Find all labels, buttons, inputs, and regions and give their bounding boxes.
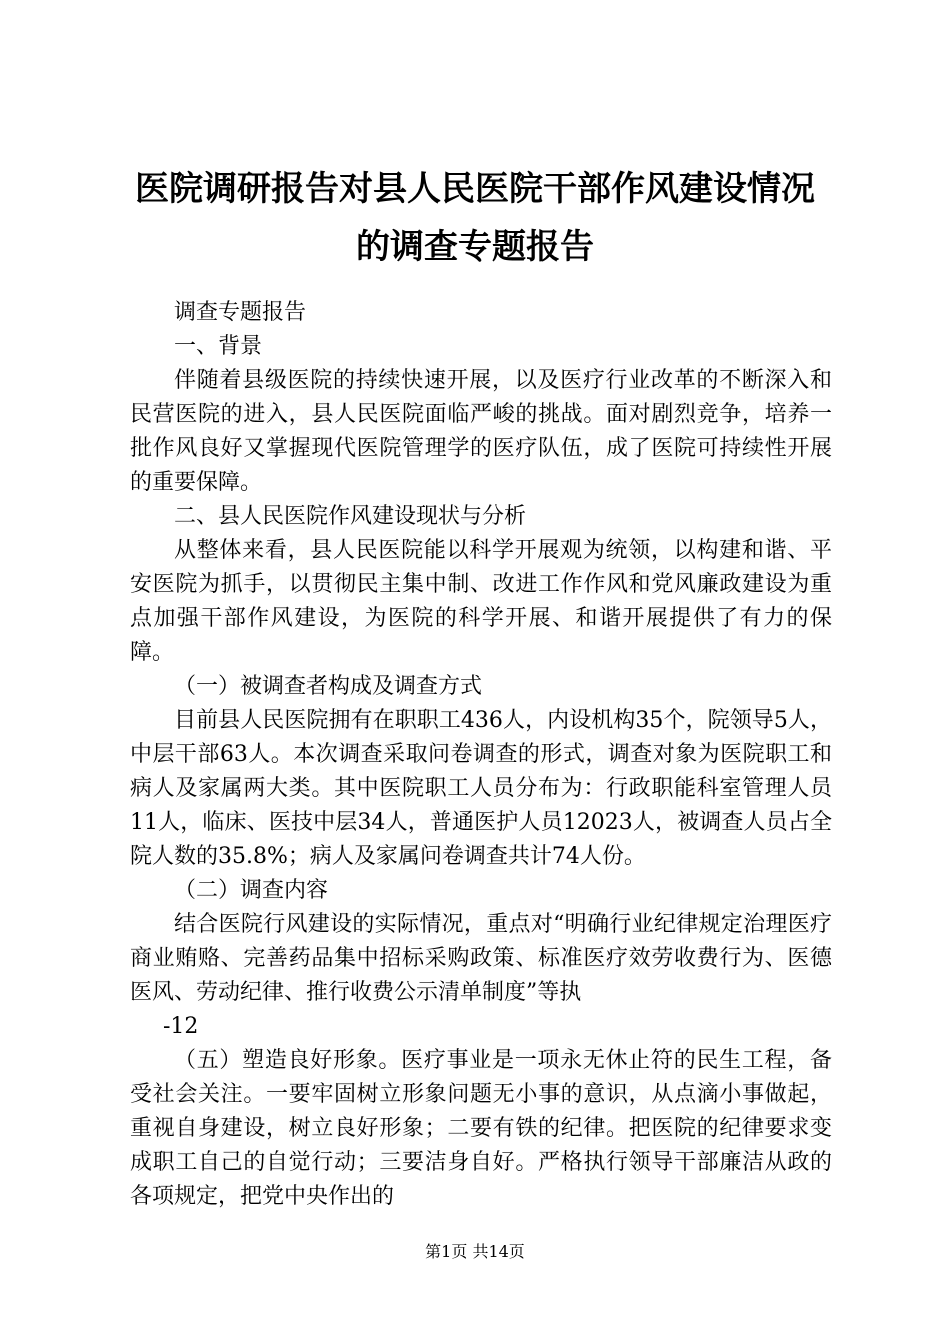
subsection-heading-respondents: （一）被调查者构成及调查方式: [174, 674, 483, 699]
paragraph-background: 伴随着县级医院的持续快速开展，以及医疗行业改革的不断深入和民营医院的进入，县人民医院面临严峻的挑战。面对剧烈竞争，培养一批作风良好又掌握现代医院管理学的医疗队伍，成了医院可持续性开展的重要保障。: [130, 368, 832, 495]
subsection-heading-content: （二）调查内容: [174, 878, 329, 903]
paragraph-status: 从整体来看，县人民医院能以科学开展观为统领，以构建和谐、平安医院为抓手，以贯彻民主集中制、改进工作作风和党风廉政建设为重点加强干部作风建设，为医院的科学开展、和谐开展提供了有力的保障。: [130, 538, 832, 665]
report-label: 调查专题报告: [174, 300, 307, 325]
page-marker: -12: [163, 1014, 199, 1039]
section-heading-status: 二、县人民医院作风建设现状与分析: [174, 504, 527, 529]
paragraph-respondents: 目前县人民医院拥有在职职工436人，内设机构35个，院领导5人，中层干部63人。本次调查采取问卷调查的形式，调查对象为医院职工和病人及家属两大类。其中医院职工人员分布为：行政职能科室管理人员11人，临床、医技中层34人，普通医护人员12023人，被调查人员占全院人数的35.8%；病人及家属问卷调查共计74人份。: [130, 708, 833, 869]
section-heading-background: 一、背景: [174, 334, 263, 359]
page-footer: 第1页 共14页: [425, 1242, 525, 1261]
document-body: [130, 296, 832, 1214]
paragraph-image: （五）塑造良好形象。医疗事业是一项永无休止符的民生工程，备受社会关注。一要牢固树立形象问题无小事的意识，从点滴小事做起，重视自身建设，树立良好形象；二要有铁的纪律。把医院的纪律要求变成职工自己的自觉行动；三要洁身自好。严格执行领导干部廉洁从政的各项规定，把党中央作出的: [130, 1048, 832, 1209]
document-title: 医院调研报告对县人民医院干部作风建设情况的调查专题报告: [135, 169, 815, 267]
paragraph-content: 结合医院行风建设的实际情况，重点对“明确行业纪律规定治理医疗商业贿赂、完善药品集中招标采购政策、标准医疗效劳收费行为、医德医风、劳动纪律、推行收费公示清单制度”等执: [130, 912, 832, 1005]
